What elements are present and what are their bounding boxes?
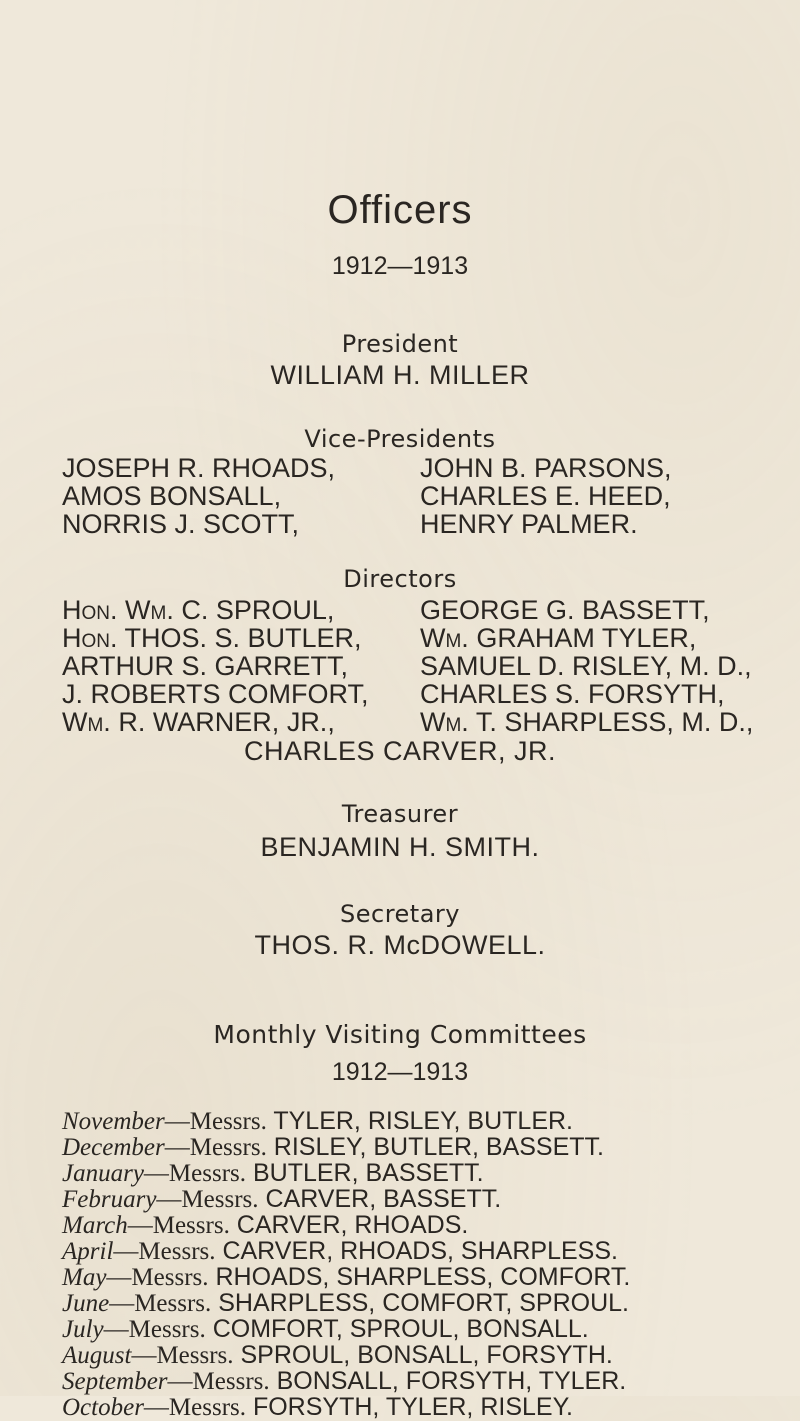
director-name: Hon. THOS. S. BUTLER, — [62, 623, 362, 653]
committee-row — [62, 1342, 782, 1368]
vice-president-name: AMOS BONSALL, — [62, 481, 282, 511]
committee-month: December — [62, 1134, 165, 1161]
vice-president-name: NORRIS J. SCOTT, — [62, 509, 300, 539]
president-heading: President — [341, 330, 459, 358]
committee-members: TYLER, RISLEY, BUTLER. — [273, 1107, 573, 1135]
director-name: Wm. T. SHARPLESS, M. D., — [420, 707, 754, 737]
committee-messrs: —Messrs. — [143, 1394, 247, 1421]
committee-messrs: —Messrs. — [113, 1238, 216, 1265]
committee-row — [62, 1108, 782, 1134]
committee-month: February — [62, 1186, 157, 1213]
page-title: Officers — [327, 188, 473, 232]
committee-month: August — [62, 1342, 132, 1369]
committee-members: RHOADS, SHARPLESS, COMFORT. — [215, 1263, 631, 1291]
committee-row — [62, 1186, 782, 1212]
vice-presidents-left-column — [62, 454, 422, 538]
committee-messrs: —Messrs. — [143, 1160, 247, 1187]
secretary-heading: Secretary — [340, 900, 460, 928]
vice-president-name: HENRY PALMER. — [420, 509, 638, 539]
president-name: WILLIAM H. MILLER — [270, 360, 530, 390]
committee-messrs: —Messrs. — [167, 1368, 270, 1395]
committee-members: COMFORT, SPROUL, BONSALL. — [212, 1315, 589, 1343]
vice-presidents-right-column — [420, 454, 790, 538]
committee-month: November — [62, 1108, 165, 1135]
committee-month: June — [62, 1290, 110, 1317]
director-name: Wm. GRAHAM TYLER, — [420, 623, 697, 653]
committee-messrs: —Messrs. — [131, 1342, 234, 1369]
committee-row — [62, 1290, 782, 1316]
committee-month: January — [62, 1160, 144, 1187]
director-name: J. ROBERTS COMFORT, — [62, 679, 369, 709]
committee-row — [62, 1160, 782, 1186]
officers-years: 1912—1913 — [331, 252, 469, 280]
committee-messrs: —Messrs. — [127, 1212, 230, 1239]
directors-left-column — [62, 596, 422, 736]
director-name: Hon. Wm. C. SPROUL, — [62, 595, 335, 625]
treasurer-heading: Treasurer — [341, 800, 459, 828]
committees-heading: Monthly Visiting Committees — [213, 1020, 587, 1049]
committee-month: March — [62, 1212, 128, 1239]
committee-messrs: —Messrs. — [164, 1134, 267, 1161]
committee-messrs: —Messrs. — [103, 1316, 206, 1343]
director-name: CHARLES S. FORSYTH, — [420, 679, 725, 709]
committee-members: SHARPLESS, COMFORT, SPROUL. — [218, 1289, 629, 1317]
director-name: GEORGE G. BASSETT, — [420, 595, 710, 625]
committee-members: FORSYTH, TYLER, RISLEY. — [252, 1393, 573, 1421]
committee-members: CARVER, BASSETT. — [265, 1185, 502, 1213]
committee-members: CARVER, RHOADS, SHARPLESS. — [222, 1237, 618, 1265]
committee-row — [62, 1394, 782, 1420]
committee-members: BONSALL, FORSYTH, TYLER. — [276, 1367, 627, 1395]
director-name: SAMUEL D. RISLEY, M. D., — [420, 651, 752, 681]
committee-row — [62, 1368, 782, 1394]
committee-row — [62, 1316, 782, 1342]
committee-members: RISLEY, BUTLER, BASSETT. — [273, 1133, 604, 1161]
committee-row — [62, 1264, 782, 1290]
vice-presidents-heading: Vice-Presidents — [304, 425, 496, 453]
director-name: Wm. R. WARNER, JR., — [62, 707, 335, 737]
secretary-name: THOS. R. McDOWELL. — [254, 930, 546, 960]
committee-month: September — [62, 1368, 168, 1395]
committee-messrs: —Messrs. — [164, 1108, 267, 1135]
committee-row — [62, 1134, 782, 1160]
committee-messrs: —Messrs. — [156, 1186, 259, 1213]
directors-right-column — [420, 596, 790, 736]
committee-month: May — [62, 1264, 107, 1291]
vice-president-name: CHARLES E. HEED, — [420, 481, 671, 511]
committee-row — [62, 1212, 782, 1238]
committee-messrs: —Messrs. — [106, 1264, 209, 1291]
committee-month: July — [62, 1316, 104, 1343]
treasurer-name: BENJAMIN H. SMITH. — [260, 832, 540, 862]
committee-members: SPROUL, BONSALL, FORSYTH. — [240, 1341, 613, 1369]
directors-heading: Directors — [343, 565, 457, 593]
committee-row — [62, 1238, 782, 1264]
vice-president-name: JOSEPH R. RHOADS, — [62, 453, 336, 483]
committee-messrs: —Messrs. — [109, 1290, 212, 1317]
committee-members: CARVER, RHOADS. — [236, 1211, 469, 1239]
committee-members: BUTLER, BASSETT. — [252, 1159, 484, 1187]
committee-month: April — [62, 1238, 114, 1265]
director-name-last: CHARLES CARVER, JR. — [243, 736, 557, 766]
committees-years: 1912—1913 — [331, 1058, 469, 1086]
committee-month: October — [62, 1394, 144, 1421]
director-name: ARTHUR S. GARRETT, — [62, 651, 349, 681]
committees-list — [62, 1108, 782, 1420]
vice-president-name: JOHN B. PARSONS, — [420, 453, 672, 483]
